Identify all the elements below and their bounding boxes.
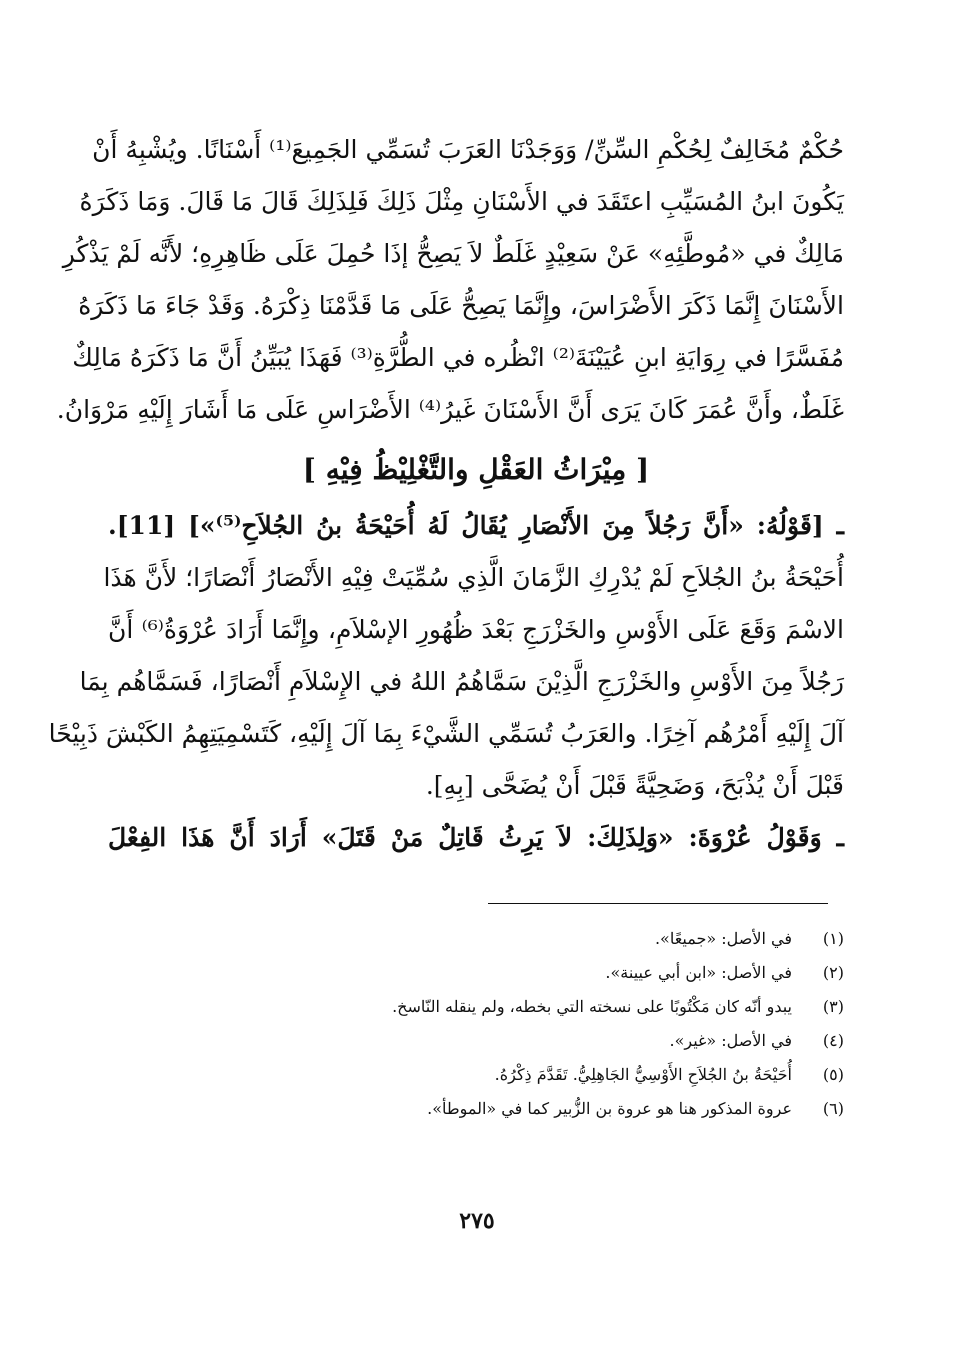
text-line: الأَسْنَانَ إِنَّمَا ذَكَرَ الأَضْرَاسَ، وإِنَّمَا يَصِحُّ عَلَى مَا قَدَّمْنَا ذِكْرَهُ. وَقَدْ جَاءَ مَا ذَكَرَهُ xyxy=(78,291,844,320)
footnote-text: أُحَيْحَةُ بنُ الجُلاَحِ الأَوْسِيُّ الجَاهِلِيُّ. تَقَدَّمَ ذِكْرُهُ. xyxy=(494,1065,792,1084)
footnote-text: يبدو أنّه كان مَكْتُوبًا على نسخته التي بخطه، ولم ينقله النّاسخ. xyxy=(392,997,792,1016)
text-line: يَكُونَ ابنُ المُسَيِّبِ اعتَقَدَ في الأَسْنَانِ مِثْلَ ذَلِكَ فَلِذَلِكَ قَالَ مَا قَالَ. وَمَا ذَكَرَهُ xyxy=(79,187,844,216)
text-line: مَالِكٌ في «مُوطَّئِهِ» عَنْ سَعِيْدٍ غَلَطٌ لاَ يَصِحُّ إذَا حُمِلَ عَلَى ظَاهِرِهِ؛ لأَنَّه لَمْ يَذْكُرِ xyxy=(62,239,844,268)
text-line: أُحَيْحَةُ بنُ الجُلاَحِ لَمْ يُدْرِكِ الزَّمَانَ الَّذِي سُمِّيَتْ فِيْهِ الأَنْصَارُ أَنْصَارًا؛ لأَنَّ هَذَا xyxy=(103,563,844,592)
text-line: آلَ إِلَيْهِ أَمْرُهُم آخِرًا. والعَرَبُ تُسَمِّي الشَّيْءَ بِمَا آلَ إِلَيْهِ، كَتَسْمِيَتِهِمُ الكَبْشَ ذَبِيْحًا xyxy=(48,719,844,748)
section-heading: [ مِيْرَاثُ العَقْلِ والتَّغْلِيْظُ فِيْهِ ] xyxy=(302,453,650,486)
footnote-number: (٤) xyxy=(822,1031,844,1050)
footnote xyxy=(124,1092,844,1126)
footnote xyxy=(124,1024,844,1058)
text-line: رَجُلاً مِنَ الأَوْسِ والخَزْرَجِ الَّذِيْنَ سَمَّاهُمُ اللهُ في الإِسْلاَمِ أَنْصَارًا، فَسَمَّاهُم بِمَا xyxy=(79,667,844,696)
footnotes xyxy=(124,922,844,1126)
footnote-divider xyxy=(488,903,828,904)
footnote xyxy=(124,956,844,990)
footnote xyxy=(124,1058,844,1092)
footnote-number: (٣) xyxy=(822,997,844,1016)
footnote-text: في الأصل: «غير». xyxy=(669,1031,792,1050)
page-number: ٢٧٥ xyxy=(459,1208,495,1234)
text-line: مُفَسَّرًا في رِوَايَةِ ابنِ عُيَيْنَةَ⁽²⁾ انْظُره في الطُّرَّةِ⁽³⁾ فَهَذَا يُبَيِّنُ أَنَّ مَا ذَكَرَهُ مَالِكٌ xyxy=(72,343,844,372)
text-line: قَبْلَ أَنْ يُذْبَحَ، وَضَحِيَّةً قَبْلَ أَنْ يُضَحَّى [بِهِ]. xyxy=(425,771,844,800)
footnote-number: (٥) xyxy=(822,1065,844,1084)
text-line: الاسْمَ وَقَعَ عَلَى الأَوْسِ والخَزْرَجِ بَعْدَ ظُهُورِ الإسْلاَمِ، وإِنَّمَا أَرَادَ عُرْوَةُ⁽⁶⁾ أَنَّ xyxy=(108,615,844,644)
text-line: ـ وَقَوْلُ عُرْوَةَ: «وَلِذَلِكَ: لاَ يَرِثُ قَاتِلٌ مَنْ قَتَلَ» أَرَادَ أَنَّ هَذَا الفِعْلَ xyxy=(108,823,844,852)
footnote-number: (١) xyxy=(822,929,844,948)
footnote-text: عروة المذكور هنا هو عروة بن الزُّبير كما في «الموطأ». xyxy=(427,1099,792,1118)
footnote xyxy=(124,922,844,956)
text-line: غَلَطٌ، وأَنَّ عُمَرَ كَانَ يَرَى أَنَّ الأَسْنَانَ غَيرُ⁽⁴⁾ الأَضْرَاسِ عَلَى مَا أَشَارَ إِلَيْهِ مَرْوَانُ. xyxy=(56,395,844,424)
footnote-text: في الأصل: «ابن أبي عيينة». xyxy=(605,963,792,982)
footnote xyxy=(124,990,844,1024)
footnote-number: (٢) xyxy=(822,963,844,982)
footnote-number: (٦) xyxy=(822,1099,844,1118)
main-text xyxy=(48,124,844,864)
text-line: حُكْمٌ مُخَالِفٌ لِحُكْمِ السِّنِّ/ وَوَجَدْنَا العَرَبَ تُسَمِّي الجَمِيعَ⁽¹⁾ أَسْنَانًا. ويُشْبِهُ أَنْ xyxy=(92,135,844,164)
footnote-text: في الأصل: «جميعًا». xyxy=(654,929,792,948)
text-line: ـ [قَوْلُهُ: «أَنَّ رَجُلاً مِنَ الأَنْصَارِ يُقَالُ لَهُ أُحَيْحَةُ بنُ الجُلاَحِ⁽⁵⁾»] [11]. xyxy=(108,511,844,540)
